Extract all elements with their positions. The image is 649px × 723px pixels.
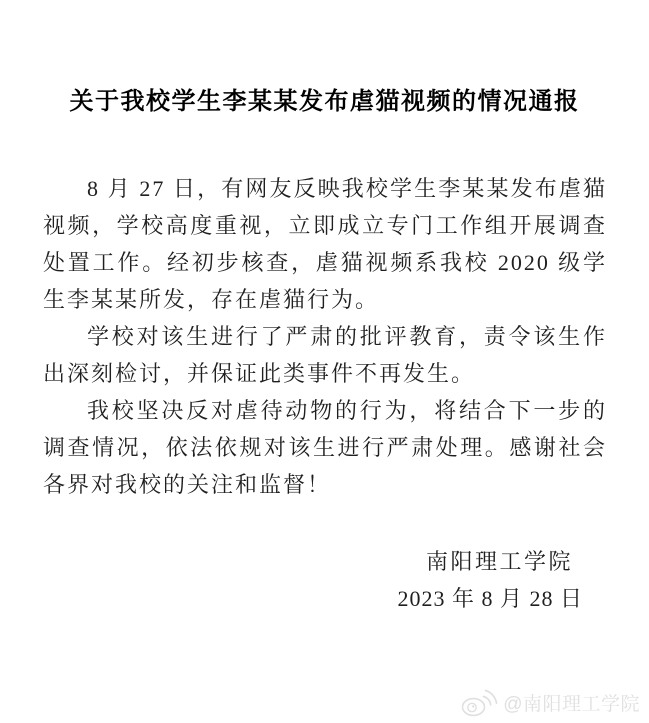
watermark-handle: @南阳理工学院 (503, 693, 640, 715)
issue-date: 2023 年 8 月 28 日 (397, 586, 583, 611)
weibo-watermark (460, 687, 640, 717)
notice-title: 关于我校学生李某某发布虐猫视频的情况通报 (69, 88, 580, 115)
paragraph-2: 学校对该生进行了严肃的批评教育，责令该生作出深刻检讨，并保证此类事件不再发生。 (43, 324, 607, 386)
issuer-signature: 南阳理工学院 (425, 549, 573, 574)
weibo-icon (460, 687, 498, 717)
paragraph-1: 8 月 27 日，有网友反映我校学生李某某发布虐猫视频，学校高度重视，立即成立专门工作组开展调查处置工作。经初步核查，虐猫视频系我校 2020 级学生李某某所发，存在虐猫行为。 (43, 176, 607, 312)
paragraph-3: 我校坚决反对虐待动物的行为，将结合下一步的调查情况，依法依规对该生进行严肃处理。感谢社会各界对我校的关注和监督！ (43, 398, 607, 497)
closing-block (0, 543, 583, 617)
notice-body (43, 170, 607, 503)
